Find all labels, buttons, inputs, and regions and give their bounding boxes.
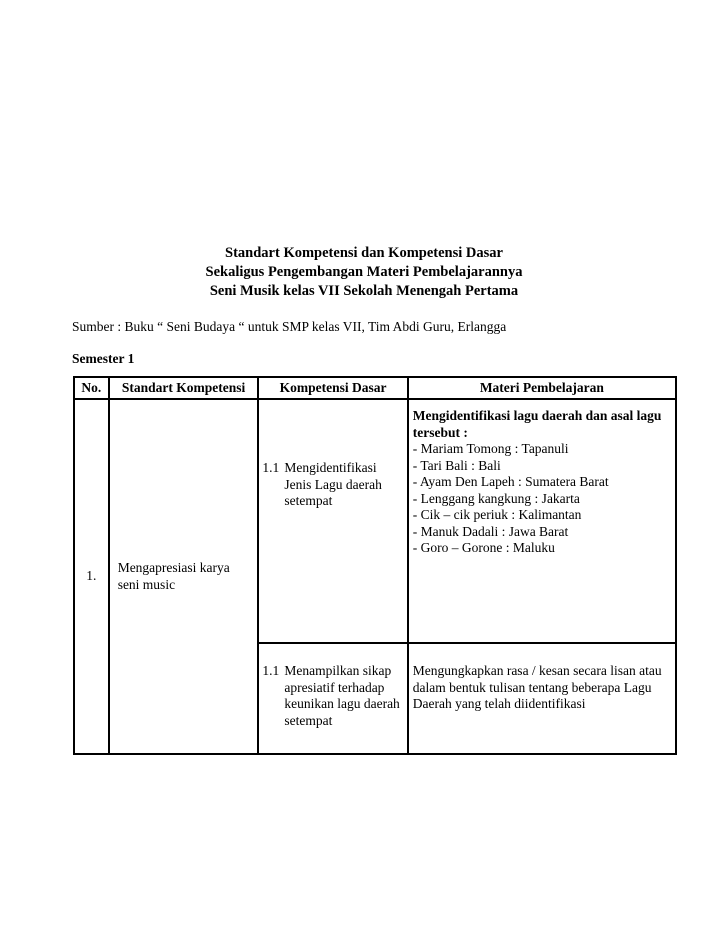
kompetensi-dasar-item [259,663,406,729]
kd-number: 1.1 [262,460,280,475]
materi-text: Mengungkapkan rasa / kesan secara lisan atau dalam bentuk tulisan tentang beberapa Lagu Daerah yang telah diidentifikasi [412,663,662,711]
table-row [74,399,676,643]
materi-item: - Ayam Den Lapeh : Sumatera Barat [412,474,609,489]
materi-pembelajaran-cell [408,399,676,643]
materi-heading: Mengidentifikasi lagu daerah dan asal lagu tersebut : [412,408,662,440]
header-no: No. [74,377,109,399]
materi-item: - Lenggang kangkung : Jakarta [412,490,580,506]
materi-item: - Mariam Tomong : Tapanuli [412,441,569,456]
kd-number: 1.1 [262,663,280,678]
materi-item: - Tari Bali : Bali [412,457,501,473]
kd-text: Mengidentifikasi Jenis Lagu daerah setempat [284,460,382,508]
table-header-row [74,377,676,399]
kompetensi-dasar-cell [258,399,407,643]
materi-item: - Goro – Gorone : Maluku [412,540,555,555]
semester-label: Semester 1 [72,351,135,366]
header-kompetensi-dasar: Kompetensi Dasar [258,377,407,399]
header-standart-kompetensi: Standart Kompetensi [109,377,259,399]
standart-kompetensi-cell [109,399,259,754]
materi-item: - Manuk Dadali : Jawa Barat [412,523,569,539]
kompetensi-dasar-cell [258,643,407,754]
source-text: Sumber : Buku “ Seni Budaya “ untuk SMP kelas VII, Tim Abdi Guru, Erlangga [72,319,507,334]
title-line-3: Seni Musik kelas VII Sekolah Menengah Pertama [209,283,519,299]
competency-table [73,376,677,755]
header-materi-pembelajaran: Materi Pembelajaran [408,377,676,399]
standart-kompetensi-text: Mengapresiasi karya seni music [117,560,230,592]
title-line-2: Sekaligus Pengembangan Materi Pembelajarannya [205,264,523,280]
document-title [0,244,728,301]
materi-list [409,408,675,557]
kd-text: Menampilkan sikap apresiatif terhadap keunikan lagu daerah setempat [284,663,400,728]
row-number: 1. [74,399,109,754]
materi-item: - Cik – cik periuk : Kalimantan [412,507,582,522]
materi-pembelajaran-cell [408,643,676,754]
kompetensi-dasar-item [259,460,406,510]
title-line-1: Standart Kompetensi dan Kompetensi Dasar [225,245,503,261]
